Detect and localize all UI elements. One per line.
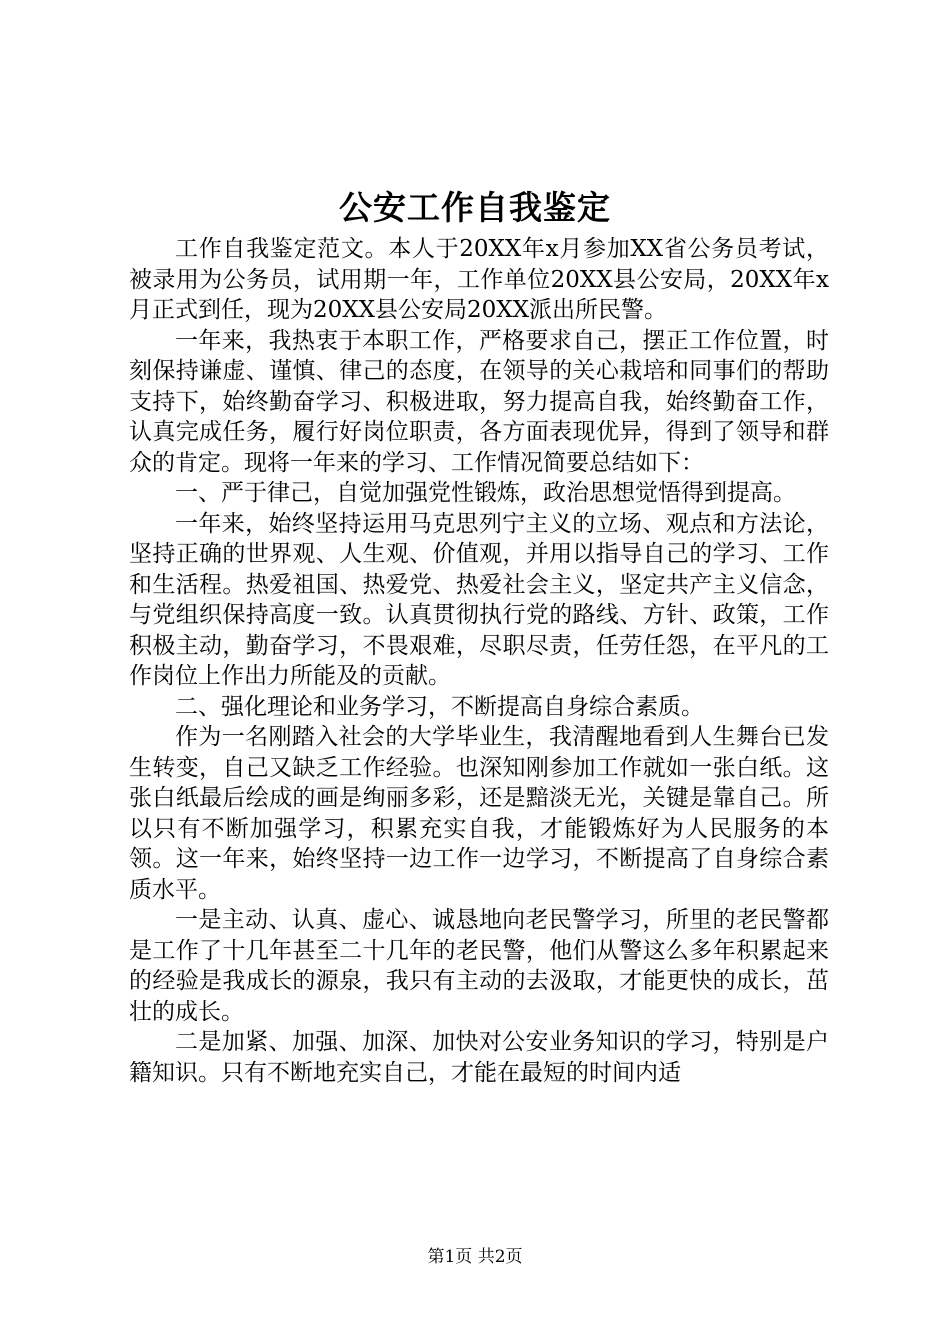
paragraph-overview: 一年来，我热衷于本职工作，严格要求自己，摆正工作位置，时刻保持谦虚、谨慎、律己的态度，在领导的关心栽培和同事们的帮助支持下，始终勤奋学习、积极进取，努力提高自我，始终勤奋工作，认真完成任务，履行好岗位职责，各方面表现优异，得到了领导和群众的肯定。现将一年来的学习、工作情况简要总结如下： (129, 327, 829, 476)
page-number-footer: 第1页 共2页 (427, 1247, 523, 1267)
paragraph-point-one: 一是主动、认真、虚心、诚恳地向老民警学习，所里的老民警都是工作了十几年甚至二十几年的老民警，他们从警这么多年积累起来的经验是我成长的源泉，我只有主动的去汲取，才能更快的成长，茁壮的成长。 (129, 907, 829, 1025)
paragraph-section-two: 作为一名刚踏入社会的大学毕业生，我清醒地看到人生舞台已发生转变，自己又缺乏工作经验。也深知刚参加工作就如一张白纸。这张白纸最后绘成的画是绚丽多彩，还是黯淡无光，关键是靠自己。所以只有不断加强学习，积累充实自我，才能锻炼好为人民服务的本领。这一年来，始终坚持一边工作一边学习，不断提高了自身综合素质水平。 (129, 724, 829, 903)
document-body (129, 234, 829, 1088)
paragraph-section-one: 一年来，始终坚持运用马克思列宁主义的立场、观点和方法论，坚持正确的世界观、人生观、价值观，并用以指导自己的学习、工作和生活程。热爱祖国、热爱党、热爱社会主义，坚定共产主义信念，与党组织保持高度一致。认真贯彻执行党的路线、方针、政策，工作积极主动，勤奋学习，不畏艰难，尽职尽责，任劳任怨，在平凡的工作岗位上作出力所能及的贡献。 (129, 510, 829, 689)
heading-section-one: 一、严于律己，自觉加强党性锻炼，政治思想觉悟得到提高。 (175, 480, 796, 506)
document-title: 公安工作自我鉴定 (339, 188, 611, 227)
paragraph-intro: 工作自我鉴定范文。本人于20XX年x月参加XX省公务员考试，被录用为公务员，试用期一年，工作单位20XX县公安局，20XX年x月正式到任，现为20XX县公安局20XX派出所民警。 (129, 236, 829, 323)
heading-section-two: 二、强化理论和业务学习，不断提高自身综合素质。 (175, 693, 704, 720)
paragraph-point-two: 二是加紧、加强、加深、加快对公安业务知识的学习，特别是户籍知识。只有不断地充实自己，才能在最短的时间内适 (129, 1029, 829, 1086)
